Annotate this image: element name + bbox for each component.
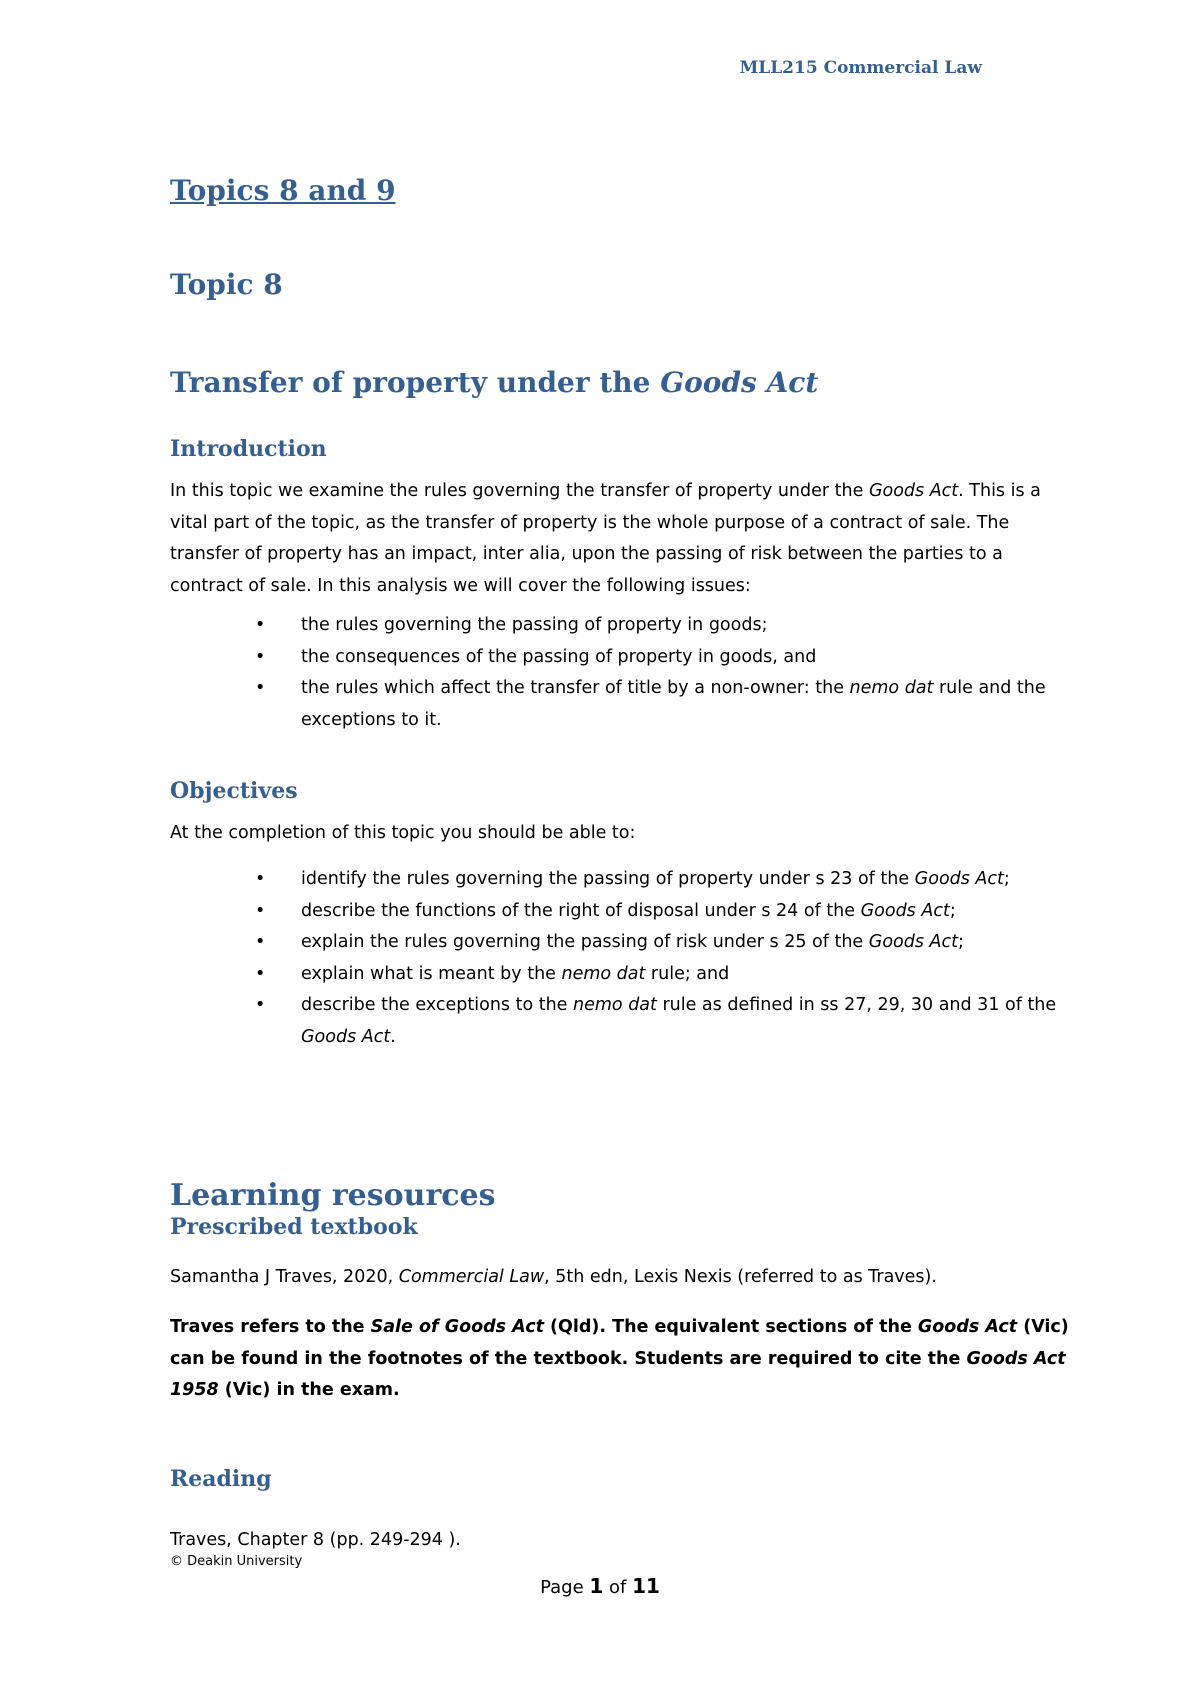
note-text: (Vic) in the exam.	[218, 1380, 400, 1400]
note-italic: Goods Act	[917, 1317, 1018, 1337]
list-item-text: describe the functions of the right of disposal under s 24 of the	[301, 900, 861, 921]
list-item	[170, 673, 1070, 736]
topic-heading: Topic 8	[170, 268, 283, 301]
reference-text: Samantha J Traves, 2020,	[170, 1267, 399, 1287]
list-item-text: the rules governing the passing of property in goods;	[301, 615, 768, 635]
reference-text: , 5th edn, Lexis Nexis (referred to as Traves).	[544, 1267, 937, 1287]
bullet-icon: •	[255, 995, 266, 1015]
textbook-note	[170, 1312, 1070, 1407]
of-label: of	[603, 1577, 633, 1598]
list-item-text: explain the rules governing the passing of risk under s 25 of the	[301, 932, 869, 952]
note-text: Traves refers to the	[170, 1317, 371, 1337]
note-italic: Sale of Goods Act	[370, 1317, 544, 1337]
running-header: MLL215 Commercial Law	[739, 58, 982, 78]
list-item	[170, 927, 1070, 959]
note-text: (Qld). The equivalent sections of the	[543, 1317, 918, 1337]
list-item-text: the rules which affect the transfer of title by a non-owner: the	[301, 678, 850, 698]
bullet-icon: •	[255, 932, 266, 952]
reading-text: Traves, Chapter 8 (pp. 249-294 ).	[170, 1530, 461, 1550]
bullet-icon: •	[255, 963, 266, 984]
intro-text-2: . This is a vital part of the topic, as the transfer of property is the whole purpose of a contract of sale. The transfer of property has an impact, inter alia, upon the passing of risk between the parties to a contract of sale. In this analysis we will cover the following issues:	[170, 481, 1041, 596]
objectives-list	[170, 864, 1070, 1053]
list-item-italic: Goods Act	[914, 869, 1004, 889]
introduction-heading: Introduction	[170, 436, 327, 462]
list-item-italic: Goods Act	[860, 900, 950, 921]
bullet-icon: •	[255, 615, 266, 635]
reference-italic: Commercial Law	[398, 1267, 545, 1287]
list-item	[170, 864, 1070, 896]
list-item-text: ;	[1003, 869, 1010, 889]
list-item	[170, 610, 1070, 642]
list-item-text: explain what is meant by the	[301, 963, 562, 984]
list-item-text: ;	[957, 932, 964, 952]
bullet-icon: •	[255, 900, 266, 921]
list-item	[170, 896, 1070, 928]
main-heading-text: Transfer of property under the	[170, 366, 661, 399]
current-page: 1	[589, 1574, 604, 1598]
objectives-heading: Objectives	[170, 778, 298, 804]
list-item-text: ;	[949, 900, 956, 921]
intro-italic: Goods Act	[868, 481, 959, 501]
bullet-icon: •	[255, 678, 266, 698]
list-item-text: rule and the exceptions to it.	[301, 678, 1046, 730]
note-text: (Vic) can be found in the footnotes of the textbook. Students are required to cite the	[170, 1317, 1069, 1369]
list-item-text: rule; and	[645, 963, 730, 984]
intro-text-1: In this topic we examine the rules governing the transfer of property under the	[170, 481, 869, 501]
total-pages: 11	[632, 1574, 660, 1598]
page-number	[0, 1574, 1200, 1598]
bullet-icon: •	[255, 869, 266, 889]
list-item-text: .	[390, 1026, 396, 1047]
note-italic: Goods Act 1958	[170, 1348, 1066, 1400]
introduction-paragraph	[170, 476, 1070, 602]
list-item-italic: nemo dat	[573, 995, 657, 1015]
list-item-text: rule as defined in ss 27, 29, 30 and 31 of the	[656, 995, 1057, 1015]
list-item-italic: Goods Act	[868, 932, 958, 952]
objectives-intro: At the completion of this topic you should be able to:	[170, 823, 636, 843]
prescribed-textbook-heading: Prescribed textbook	[170, 1214, 418, 1240]
textbook-reference	[170, 1262, 1070, 1294]
reading-heading: Reading	[170, 1466, 272, 1492]
list-item-text: describe the exceptions to the	[301, 995, 574, 1015]
bullet-icon: •	[255, 646, 266, 667]
list-item-italic: nemo dat	[849, 678, 934, 698]
list-item-italic: Goods Act	[301, 1026, 391, 1047]
list-item	[170, 990, 1070, 1053]
main-heading	[170, 366, 818, 399]
page-label: Page	[540, 1577, 590, 1598]
list-item-italic: nemo dat	[561, 963, 646, 984]
list-item-text: the consequences of the passing of property in goods, and	[301, 646, 817, 667]
copyright-notice: © Deakin University	[170, 1554, 303, 1569]
introduction-list	[170, 610, 1070, 736]
main-heading-italic: Goods Act	[660, 366, 819, 399]
document-title: Topics 8 and 9	[170, 174, 396, 207]
list-item-text: identify the rules governing the passing of property under s 23 of the	[301, 869, 915, 889]
learning-resources-heading: Learning resources	[170, 1178, 496, 1213]
list-item	[170, 642, 1070, 674]
list-item	[170, 959, 1070, 991]
